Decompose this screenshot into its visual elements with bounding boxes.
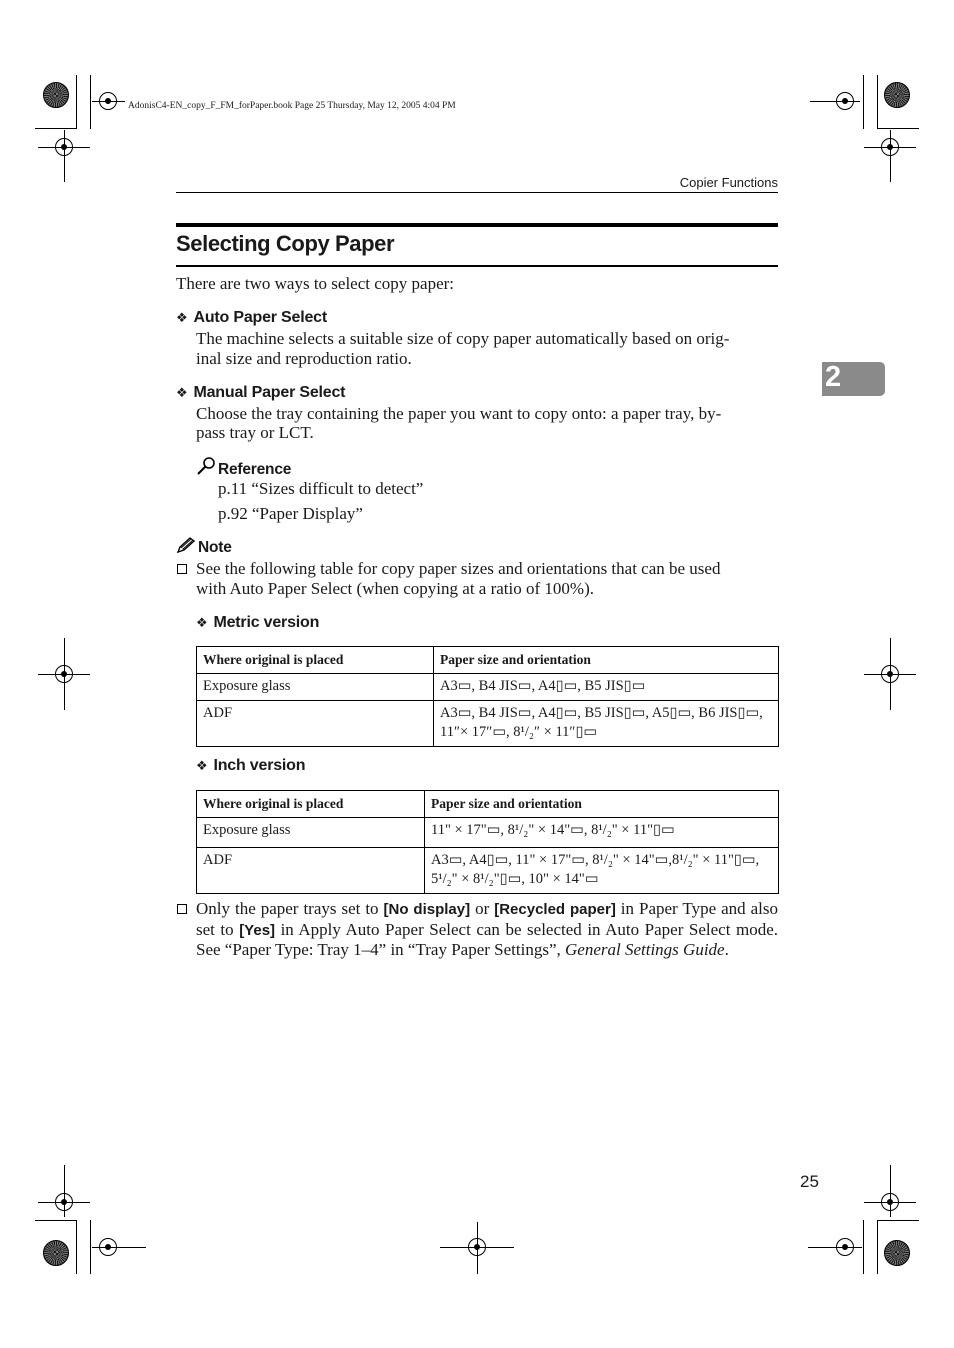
crop-line: [890, 638, 891, 710]
crop-line: [76, 75, 77, 129]
manual-heading-label: Manual Paper Select: [193, 384, 346, 401]
crop-line: [863, 75, 864, 129]
checkbox-bullet-icon: [177, 564, 187, 574]
diamond-bullet-icon: ❖: [176, 311, 188, 326]
color-bar-icon: [43, 82, 69, 108]
crop-line: [863, 1220, 864, 1274]
table-cell: 11" × 17"▭, 8¹/₂" × 14"▭, 8¹/₂" × 11"▯▭: [425, 818, 779, 848]
table-row: [197, 848, 779, 894]
note2-text: in Paper Type and also set to: [196, 899, 778, 939]
crop-line: [877, 1220, 919, 1221]
auto-paper-select-line2: inal size and reproduction ratio.: [196, 349, 412, 368]
table-cell: ADF: [197, 848, 425, 894]
magnifier-icon: [196, 456, 218, 476]
table-cell: A3▭, B4 JIS▭, A4▯▭, B5 JIS▯▭: [434, 674, 779, 701]
page-title: Selecting Copy Paper: [176, 231, 395, 256]
note-heading: [176, 536, 232, 557]
crop-line: [64, 638, 65, 710]
table-row: [197, 701, 779, 747]
column-header: Where original is placed: [197, 791, 425, 818]
crop-line: [90, 75, 91, 129]
crop-line: [92, 101, 125, 102]
crop-line: [64, 1165, 65, 1217]
no-display-key: [No display]: [383, 901, 471, 918]
crop-line: [890, 1165, 891, 1217]
table-cell: Exposure glass: [197, 674, 434, 701]
table-row: [197, 674, 779, 701]
reference-heading: [196, 456, 291, 479]
crop-line: [477, 1222, 478, 1274]
crop-line: [877, 75, 878, 129]
metric-table: [196, 646, 779, 747]
diamond-bullet-icon: ❖: [196, 759, 208, 774]
diamond-bullet-icon: ❖: [196, 616, 208, 631]
table-header-row: [197, 647, 779, 674]
inch-table: [196, 790, 779, 894]
diamond-bullet-icon: ❖: [176, 386, 188, 401]
running-head: Copier Functions: [679, 175, 778, 190]
chapter-number: 2: [825, 361, 842, 393]
note-item1-line2: with Auto Paper Select (when copying at a ratio of 100%).: [196, 579, 594, 598]
auto-paper-select-line1: The machine selects a suitable size of copy paper automatically based on orig-: [196, 329, 730, 348]
reference-label: Reference: [218, 461, 292, 478]
crop-line: [35, 128, 77, 129]
column-header: Where original is placed: [197, 647, 434, 674]
table-cell: ADF: [197, 701, 434, 747]
note2-text: in Apply Auto Paper Select can be selected in Auto Paper Select mode. See “Paper Type: Tray 1–4” in “Tray Paper Settings”,: [196, 919, 778, 959]
crop-line: [92, 1247, 146, 1248]
crop-line: [76, 1220, 77, 1274]
table-cell: Exposure glass: [197, 818, 425, 848]
note-item1-line1: See the following table for copy paper sizes and orientations that can be used: [196, 559, 721, 578]
table-header-row: [197, 791, 779, 818]
reference-link-1[interactable]: p.11 “Sizes difficult to detect”: [218, 479, 424, 498]
table-cell: A3▭, B4 JIS▭, A4▯▭, B5 JIS▯▭, A5▯▭, B6 JIS▯▭, 11″× 17″▭, 8¹/₂″ × 11″▯▭: [434, 701, 779, 747]
crop-line: [90, 1220, 91, 1274]
column-header: Paper size and orientation: [425, 791, 779, 818]
page-number: 25: [800, 1172, 819, 1191]
checkbox-bullet-icon: [177, 904, 187, 914]
color-bar-icon: [884, 82, 910, 108]
manual-paper-select-heading: [176, 384, 345, 402]
reference-link-2[interactable]: p.92 “Paper Display”: [218, 504, 363, 523]
table-row: [197, 818, 779, 848]
column-header: Paper size and orientation: [434, 647, 779, 674]
table-cell: A3▭, A4▯▭, 11" × 17"▭, 8¹/₂" × 14"▭,8¹/₂" × 11"▯▭, 5¹/₂" × 8¹/₂"▯▭, 10" × 14"▭: [425, 848, 779, 894]
note2-text: .: [724, 940, 729, 959]
inch-version-heading: [196, 757, 305, 775]
auto-paper-select-heading: [176, 309, 327, 327]
crop-line: [877, 128, 919, 129]
crop-line: [890, 130, 891, 182]
recycled-paper-key: [Recycled paper]: [494, 901, 616, 918]
crop-line: [808, 1247, 862, 1248]
color-bar-icon: [884, 1240, 910, 1266]
crop-line: [810, 101, 860, 102]
title-rule-top: [176, 223, 778, 227]
color-bar-icon: [43, 1240, 69, 1266]
note2-text: or: [470, 899, 495, 918]
note2-text: Only the paper trays set to: [196, 899, 384, 918]
header-rule: [176, 192, 778, 193]
inch-heading-label: Inch version: [213, 757, 306, 774]
title-rule-bottom: [176, 265, 778, 267]
manual-paper-select-line1: Choose the tray containing the paper you want to copy onto: a paper tray, by-: [196, 404, 722, 423]
chapter-tab: [822, 362, 885, 396]
crop-line: [877, 1220, 878, 1274]
crop-line: [35, 1220, 77, 1221]
crop-line: [64, 130, 65, 182]
manual-paper-select-line2: pass tray or LCT.: [196, 423, 314, 442]
general-settings-guide-ref[interactable]: General Settings Guide: [565, 940, 725, 959]
auto-heading-label: Auto Paper Select: [193, 309, 327, 326]
metric-heading-label: Metric version: [213, 614, 320, 631]
intro-text: There are two ways to select copy paper:: [176, 274, 455, 293]
print-slug: AdonisC4-EN_copy_F_FM_forPaper.book Page 25 Thursday, May 12, 2005 4:04 PM: [128, 101, 456, 111]
note-item2: [196, 899, 778, 960]
metric-version-heading: [196, 614, 319, 632]
note-label: Note: [198, 539, 232, 556]
yes-key: [Yes]: [239, 921, 276, 939]
pencil-icon: [176, 536, 196, 554]
